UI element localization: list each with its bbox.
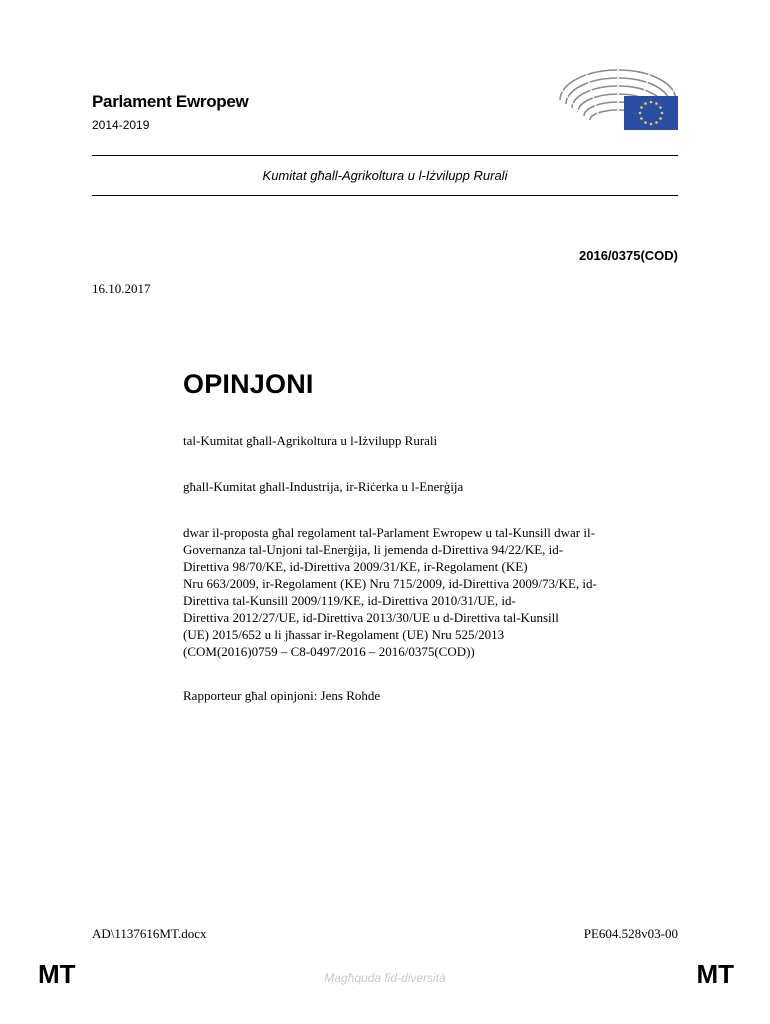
footer-file-name: AD\1137616MT.docx <box>92 926 207 941</box>
eu-star-icon <box>640 106 643 109</box>
subject-line: Direttiva 2012/27/UE, id-Direttiva 2013/30/UE u d-Direttiva tal-Kunsill <box>183 610 559 625</box>
eu-star-icon <box>659 106 662 109</box>
subject-line: (UE) 2015/652 u li jħassar ir-Regolament (UE) Nru 525/2013 <box>183 627 505 642</box>
eu-star-icon <box>650 123 653 126</box>
subject-line: Nru 663/2009, ir-Regolament (KE) Nru 715/2009, id-Direttiva 2009/73/KE, id- <box>183 576 597 591</box>
language-code-left: MT <box>38 959 76 989</box>
opinion-for-committee: għall-Kumitat għall-Industrija, ir-Riċerka u l-Enerġija <box>183 479 464 494</box>
document-title: OPINJONI <box>183 369 314 399</box>
procedure-number: 2016/0375(COD) <box>579 248 678 263</box>
eu-star-icon <box>659 117 662 120</box>
eu-star-icon <box>650 101 653 104</box>
eu-star-icon <box>644 102 647 105</box>
header-rule-top <box>92 155 678 156</box>
parliamentary-term: 2014-2019 <box>92 118 150 132</box>
organization-name: Parlament Ewropew <box>92 92 249 111</box>
eu-star-icon <box>640 117 643 120</box>
eu-star-icon <box>655 121 658 124</box>
header-rule-bottom <box>92 195 678 196</box>
subject-line: Direttiva 98/70/KE, id-Direttiva 2009/31/KE, ir-Regolament (KE) <box>183 559 528 574</box>
eu-star-icon <box>639 112 642 115</box>
subject-line: (COM(2016)0759 – C8-0497/2016 – 2016/0375(COD)) <box>183 644 475 659</box>
eu-star-icon <box>661 112 664 115</box>
language-code-right: MT <box>696 959 734 989</box>
footer-reference: PE604.528v03-00 <box>583 926 678 941</box>
subject-line: Governanza tal-Unjoni tal-Enerġija, li jemenda d-Direttiva 94/22/KE, id- <box>183 542 564 557</box>
rapporteur: Rapporteur għal opinjoni: Jens Rohde <box>183 688 381 703</box>
document-date: 16.10.2017 <box>92 281 151 296</box>
eu-motto: Magħquda fid-diversità <box>324 971 446 985</box>
opinion-from-committee: tal-Kumitat għall-Agrikoltura u l-Iżvilupp Rurali <box>183 433 438 448</box>
eu-star-icon <box>644 121 647 124</box>
european-parliament-logo-icon <box>556 66 680 132</box>
subject-line: Direttiva tal-Kunsill 2009/119/KE, id-Direttiva 2010/31/UE, id- <box>183 593 516 608</box>
opinion-subject <box>183 524 679 660</box>
subject-line: dwar il-proposta għal regolament tal-Parlament Ewropew u tal-Kunsill dwar il- <box>183 525 595 540</box>
committee-name: Kumitat għall-Agrikoltura u l-Iżvilupp Rurali <box>262 168 508 183</box>
eu-star-icon <box>655 102 658 105</box>
